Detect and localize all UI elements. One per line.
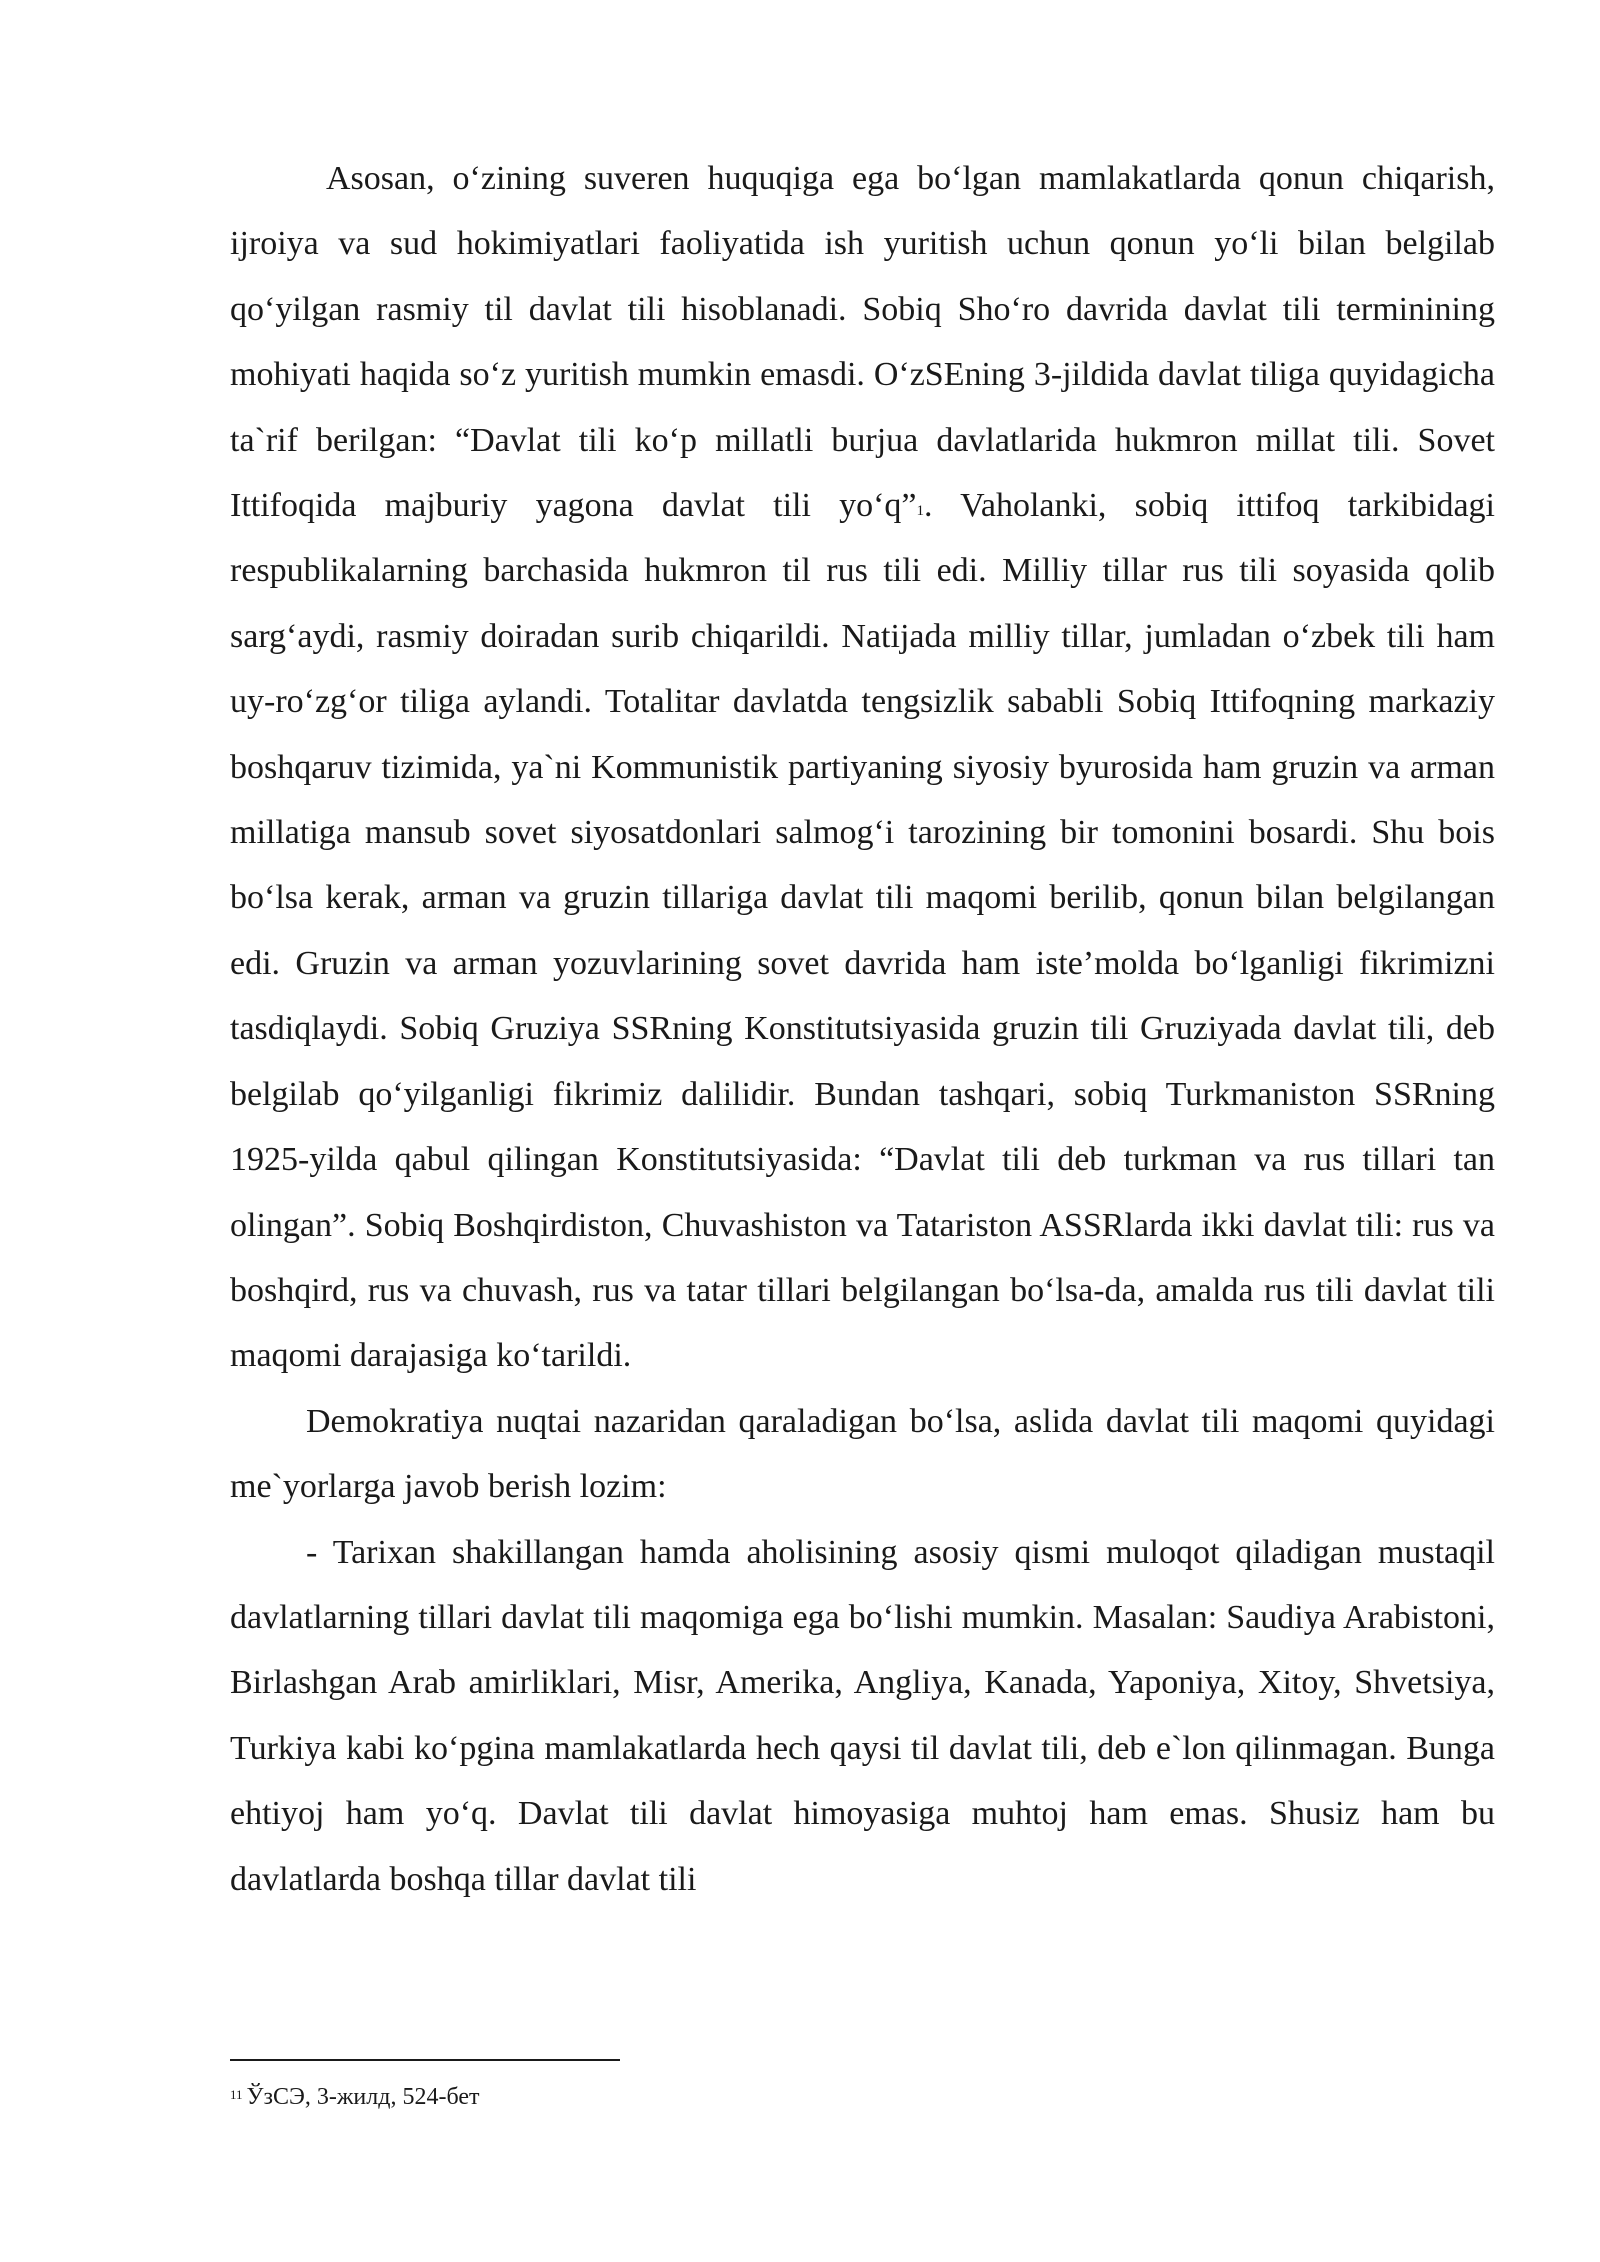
paragraph-1-text-b: . Vaholanki, sobiq ittifoq tarkibidagi respublikalarning barchasida hukmron til rus tili edi. Milliy tillar rus tili soyasida qolib sarg‘aydi, rasmiy doiradan surib chiqarildi. Natijada milliy tillar, jumladan o‘zbek tili ham uy-ro‘zg‘or tiliga aylandi. Totalitar davlatda tengsizlik sababli Sobiq Ittifoqning markaziy boshqaruv tizimida, ya`ni Kommunistik partiyaning siyosiy byurosida ham gruzin va arman millatiga mansub sovet siyosatdonlari salmog‘i tarozining bir tomonini bosardi. Shu bois bo‘lsa kerak, arman va gruzin tillariga davlat tili maqomi berilib, qonun bilan belgilangan edi. Gruzin va arman yozuvlarining sovet davrida ham iste’molda bo‘lganligi fikrimizni tasdiqlaydi. Sobiq Gruziya SSRning Konstitutsiyasida gruzin tili Gruziyada davlat tili, deb belgilab qo‘yilganligi fikrimiz dalilidir. Bundan tashqari, sobiq Turkmaniston SSRning 1925-yilda qabul qilingan Konstitutsiyasida: “Davlat tili deb turkman va rus tillari tan olingan”. Sobiq Boshqirdiston, Chuvashiston va Tatariston ASSRlarda ikki davlat tili: rus va boshqird, rus va chuvash, rus va tatar tillari belgilangan bo‘lsa-da, amalda rus tili davlat tili maqomi darajasiga ko‘tarildi. [230,487,1495,1375]
footnote-reference[interactable]: 1 [916,503,925,520]
footnote [230,2082,480,2112]
paragraph-1 [230,146,1495,1389]
paragraph-1-text-a: Asosan, o‘zining suveren huquqiga ega bo‘lgan mamlakatlarda qonun chiqarish, ijroiya va sud hokimiyatlari faoliyatida ish yuritish uchun qonun yo‘li bilan belgilab qo‘yilgan rasmiy til davlat tili hisoblanadi. Sobiq Sho‘ro davrida davlat tili terminining mohiyati haqida so‘z yuritish mumkin emasdi. O‘zSEning 3-jildida davlat tiliga quyidagicha ta`rif berilgan: “Davlat tili ko‘p millatli burjua davlatlarida hukmron millat tili. Sovet Ittifoqida majburiy yagona davlat tili yo‘q” [230,160,1495,525]
footnote-marker: 11 [230,2087,243,2102]
footnote-separator [230,2059,620,2061]
paragraph-2: Demokratiya nuqtai nazaridan qaraladigan bo‘lsa, aslida davlat tili maqomi quyidagi me`yorlarga javob berish lozim: [230,1402,1495,1506]
footnote-text: ЎзСЭ, 3-жилд, 524-бет [246,2084,480,2110]
paragraph-3: - Tarixan shakillangan hamda aholisining asosiy qismi muloqot qiladigan mustaqil davlatlarning tillari davlat tili maqomiga ega bo‘lishi mumkin. Masalan: Saudiya Arabistoni, Birlashgan Arab amirliklari, Misr, Amerika, Angliya, Kanada, Yaponiya, Xitoy, Shvetsiya, Turkiya kabi ko‘pgina mamlakatlarda hech qaysi til davlat tili, deb e`lon qilinmagan. Bunga ehtiyoj ham yo‘q. Davlat tili davlat himoyasiga muhtoj ham emas. Shusiz ham bu davlatlarda boshqa tillar davlat tili [230,1533,1495,1898]
body-text [230,146,1495,1912]
